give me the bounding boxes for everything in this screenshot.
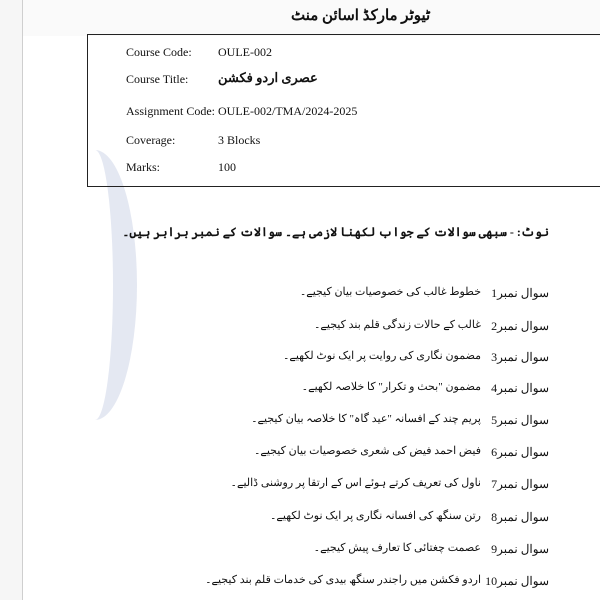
- question-number: سوال نمبر9: [491, 542, 549, 556]
- question-number: سوال نمبر4: [491, 381, 549, 395]
- viewer-margin: [0, 0, 22, 600]
- question-text: غالب کے حالات زندگی قلم بند کیجیے۔: [313, 319, 481, 331]
- question-number: سوال نمبر7: [491, 477, 549, 491]
- coverage-value: 3 Blocks: [218, 133, 261, 147]
- coverage-label: Coverage:: [126, 133, 176, 147]
- course-title-label: Course Title:: [126, 72, 189, 86]
- marks-value: 100: [218, 160, 236, 174]
- question-text: مضمون "بحث و تکرار" کا خلاصہ لکھیے۔: [301, 381, 481, 393]
- document-page: [22, 0, 600, 600]
- question-number: سوال نمبر8: [491, 510, 549, 524]
- question-number: سوال نمبر6: [491, 445, 549, 459]
- question-text: فیض احمد فیض کی شعری خصوصیات بیان کیجیے۔: [253, 445, 481, 457]
- marks-label: Marks:: [126, 160, 160, 174]
- course-title-value: عصری اردو فکشن: [218, 70, 318, 85]
- course-code-value: OULE-002: [218, 45, 272, 59]
- question-number: سوال نمبر1: [491, 286, 549, 300]
- assignment-code-label: Assignment Code:: [126, 104, 215, 118]
- instructions-note: نوٹ: - سبھی سوالات کے جواب لکھنا لازمی ہے۔ سوالات کے نمبر برابر ہیں۔: [122, 225, 549, 239]
- question-text: مضمون نگاری کی روایت پر ایک نوٹ لکھیے۔: [282, 350, 481, 362]
- question-number: سوال نمبر5: [491, 413, 549, 427]
- question-number: سوال نمبر10: [485, 574, 549, 588]
- question-number: سوال نمبر2: [491, 319, 549, 333]
- question-text: ناول کی تعریف کرتے ہوئے اس کے ارتقا پر روشنی ڈالیے۔: [230, 477, 481, 489]
- question-text: اردو فکشن میں راجندر سنگھ بیدی کی خدمات قلم بند کیجیے۔: [205, 574, 481, 586]
- question-number: سوال نمبر3: [491, 350, 549, 364]
- question-text: پریم چند کے افسانہ "عید گاہ" کا خلاصہ بیان کیجیے۔: [251, 413, 481, 425]
- university-logo-watermark: [53, 150, 137, 420]
- question-text: عصمت چغتائی کا تعارف پیش کیجیے۔: [313, 542, 481, 554]
- assignment-code-value: OULE-002/TMA/2024-2025: [218, 104, 358, 118]
- question-text: خطوط غالب کی خصوصیات بیان کیجیے۔: [299, 286, 481, 298]
- course-code-label: Course Code:: [126, 45, 192, 59]
- page-title: ٹیوٹر مارکڈ اسائن منٹ: [291, 8, 431, 24]
- question-text: رتن سنگھ کی افسانہ نگاری پر ایک نوٹ لکھیے۔: [269, 510, 481, 522]
